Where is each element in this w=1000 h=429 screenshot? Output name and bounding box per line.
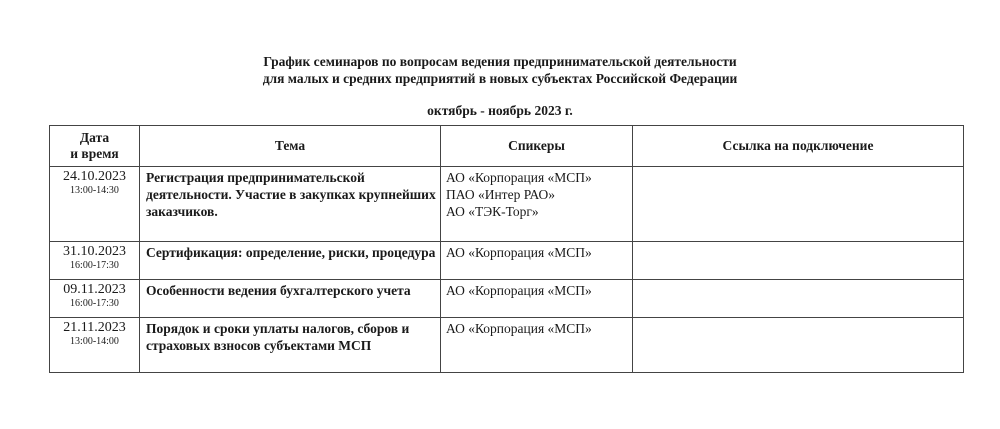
connection-link-cell (633, 280, 964, 318)
speaker: АО «Корпорация «МСП» (446, 283, 592, 298)
seminar-date: 31.10.2023 (63, 244, 126, 259)
speaker: АО «Корпорация «МСП» (446, 321, 592, 336)
table-row (50, 280, 964, 318)
connection-link-cell (633, 242, 964, 280)
date-cell (50, 280, 140, 318)
seminar-time: 16:00-17:30 (70, 260, 119, 271)
seminar-time: 16:00-17:30 (70, 298, 119, 309)
speaker: АО «Корпорация «МСП» (446, 245, 592, 260)
seminar-date: 21.11.2023 (63, 320, 126, 335)
speaker: ПАО «Интер РАО» (446, 187, 556, 202)
date-cell (50, 167, 140, 242)
speakers-cell (441, 167, 633, 242)
table-row (50, 242, 964, 280)
speaker: АО «Корпорация «МСП» (446, 170, 592, 185)
column-header-time: и время (70, 146, 119, 161)
connection-link-cell (633, 318, 964, 373)
column-header-date: Дата (79, 130, 110, 145)
seminar-topic: Особенности ведения бухгалтерского учета (140, 280, 441, 318)
document-title-line-2: для малых и средних предприятий в новых субъектах Российской Федерации (262, 71, 738, 86)
seminar-date: 09.11.2023 (63, 282, 126, 297)
seminar-topic: Порядок и сроки уплаты налогов, сборов и страховых взносов субъектами МСП (140, 318, 441, 373)
column-header-date-time (50, 126, 140, 167)
table-header-row (50, 126, 964, 167)
schedule-period: октябрь - ноябрь 2023 г. (427, 103, 573, 118)
seminar-date: 24.10.2023 (63, 169, 126, 184)
table-row (50, 167, 964, 242)
document-title-line-1: График семинаров по вопросам ведения предпринимательской деятельности (263, 54, 737, 69)
table-row (50, 318, 964, 373)
speakers-cell (441, 280, 633, 318)
date-cell (50, 318, 140, 373)
column-header-topic: Тема (140, 126, 441, 167)
column-header-speakers: Спикеры (441, 126, 633, 167)
seminar-topic: Сертификация: определение, риски, процедура (140, 242, 441, 280)
date-cell (50, 242, 140, 280)
column-header-link: Ссылка на подключение (633, 126, 964, 167)
speakers-cell (441, 242, 633, 280)
seminar-topic: Регистрация предпринимательской деятельности. Участие в закупках крупнейших заказчиков. (140, 167, 441, 242)
speakers-cell (441, 318, 633, 373)
seminar-time: 13:00-14:30 (70, 185, 119, 196)
seminar-time: 13:00-14:00 (70, 336, 119, 347)
speaker: АО «ТЭК-Торг» (446, 204, 539, 219)
seminar-schedule-table (49, 125, 964, 373)
connection-link-cell (633, 167, 964, 242)
